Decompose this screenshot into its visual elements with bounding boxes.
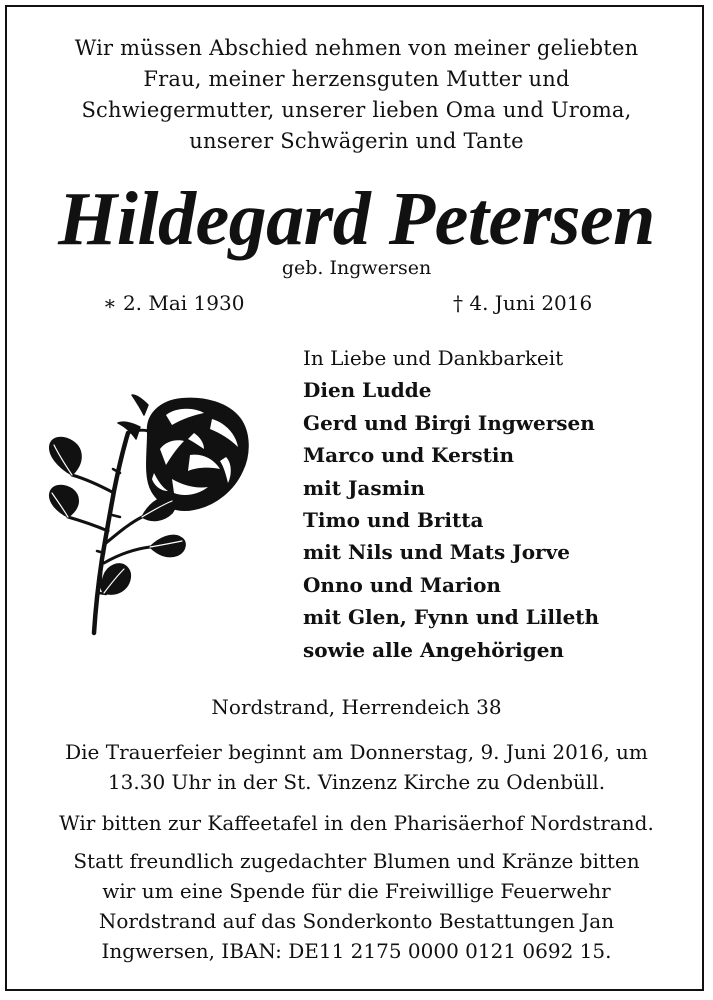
intro-line: Wir müssen Abschied nehmen von meiner geliebten: [74, 36, 639, 60]
mourner-line: Marco und Kerstin: [303, 443, 514, 468]
mourners-heading: In Liebe und Dankbarkeit: [303, 346, 564, 370]
mourner-line: mit Nils und Mats Jorve: [303, 540, 570, 565]
mourner-line: Onno und Marion: [303, 572, 501, 597]
coffee-line: Wir bitten zur Kaffeetafel in den Pharisäerhof Nordstrand.: [59, 811, 654, 835]
death-date: † 4. Juni 2016: [453, 291, 593, 315]
mourner-line: Dien Ludde: [303, 378, 432, 403]
donation-line: Statt freundlich zugedachter Blumen und Kränze bitten: [73, 849, 640, 873]
address: Nordstrand, Herrendeich 38: [211, 695, 502, 719]
intro-line: Frau, meiner herzensguten Mutter und: [143, 67, 570, 91]
intro-text: [0, 33, 713, 157]
funeral-line: Die Trauerfeier beginnt am Donnerstag, 9. Juni 2016, um: [65, 740, 648, 764]
mourner-line: mit Jasmin: [303, 475, 425, 500]
donation-line: Nordstrand auf das Sonderkonto Bestattungen Jan: [98, 909, 615, 933]
mourner-line: mit Glen, Fynn und Lilleth: [303, 605, 600, 630]
coffee-info: [0, 808, 713, 838]
deceased-name: Hildegard Petersen: [58, 177, 655, 261]
intro-line: unserer Schwägerin und Tante: [189, 129, 524, 153]
intro-line: Schwiegermutter, unserer lieben Oma und Uroma,: [81, 98, 632, 122]
mourner-line: Gerd und Birgi Ingwersen: [303, 410, 595, 435]
mourners-list: [303, 342, 599, 666]
donation-line: Ingwersen, IBAN: DE11 2175 0000 0121 0692 15.: [101, 939, 612, 963]
funeral-line: 13.30 Uhr in der St. Vinzenz Kirche zu Odenbüll.: [107, 770, 606, 794]
birth-name: geb. Ingwersen: [281, 257, 432, 279]
rose-icon: [44, 393, 254, 645]
donation-info: [0, 846, 713, 966]
funeral-info: [0, 737, 713, 797]
donation-line: wir um eine Spende für die Freiwillige Feuerwehr: [102, 879, 611, 903]
birth-date: ∗ 2. Mai 1930: [103, 291, 245, 315]
mourner-line: Timo und Britta: [303, 508, 484, 533]
mourner-line: sowie alle Angehörigen: [303, 637, 564, 662]
